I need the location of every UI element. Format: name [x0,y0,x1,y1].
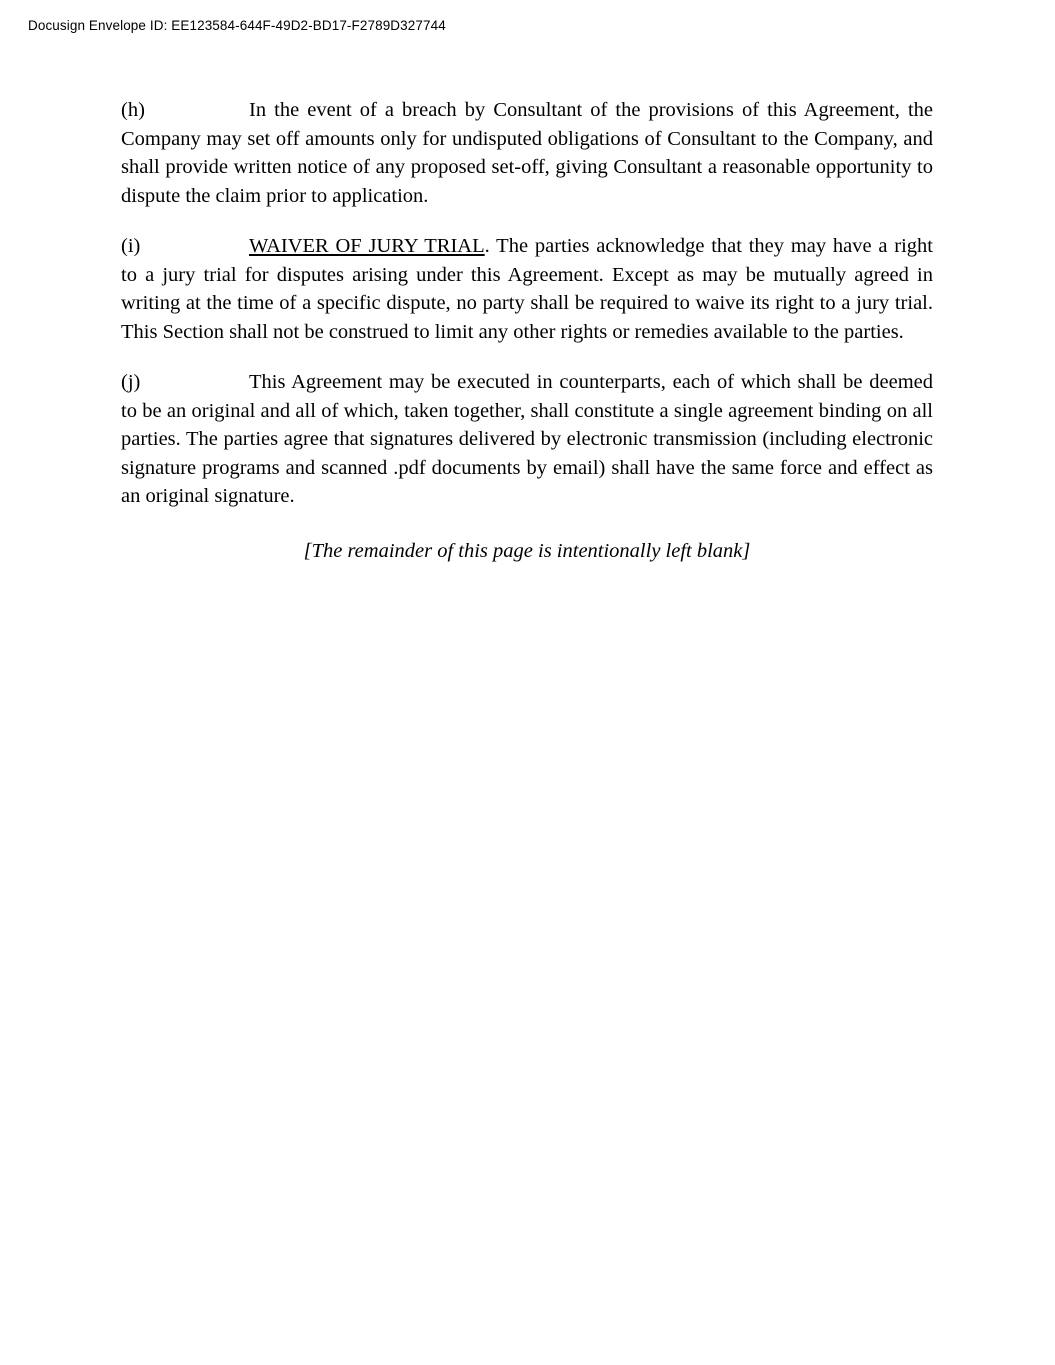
paragraph-i-heading: WAIVER OF JURY TRIAL [249,235,485,257]
paragraph-h-lead [121,96,249,125]
page-intentionally-blank-note: [The remainder of this page is intentionally left blank] [303,539,751,562]
paragraph-i-text: . The parties acknowledge that they may have a right to a jury trial for disputes arising under this Agreement. Except as may be mutually agreed in writing at the time of a specific dispute, no party shall be required to waive its right to a jury trial. This Section shall not be construed to limit any other rights or remedies available to the parties. [121,235,933,343]
paragraph-h [121,96,933,210]
document-body [121,96,933,565]
paragraph-i-marker: (i) [121,235,141,257]
paragraph-i [121,232,933,346]
paragraph-h-text: In the event of a breach by Consultant of the provisions of this Agreement, the Company may set off amounts only for undisputed obligations of Consultant to the Company, and shall provide written notice of any proposed set-off, giving Consultant a reasonable opportunity to dispute the claim prior to application. [121,99,933,207]
docusign-envelope-id: Docusign Envelope ID: EE123584-644F-49D2-BD17-F2789D327744 [28,18,446,33]
paragraph-j-text: This Agreement may be executed in counterparts, each of which shall be deemed to be an original and all of which, taken together, shall constitute a single agreement binding on all parties. The parties agree that signatures delivered by electronic transmission (including electronic signature programs and scanned .pdf documents by email) shall have the same force and effect as an original signature. [121,371,933,507]
paragraph-h-marker: (h) [121,99,145,121]
paragraph-j-lead [121,368,249,397]
paragraph-j [121,368,933,511]
paragraph-j-marker: (j) [121,371,141,393]
paragraph-i-lead [121,232,249,261]
